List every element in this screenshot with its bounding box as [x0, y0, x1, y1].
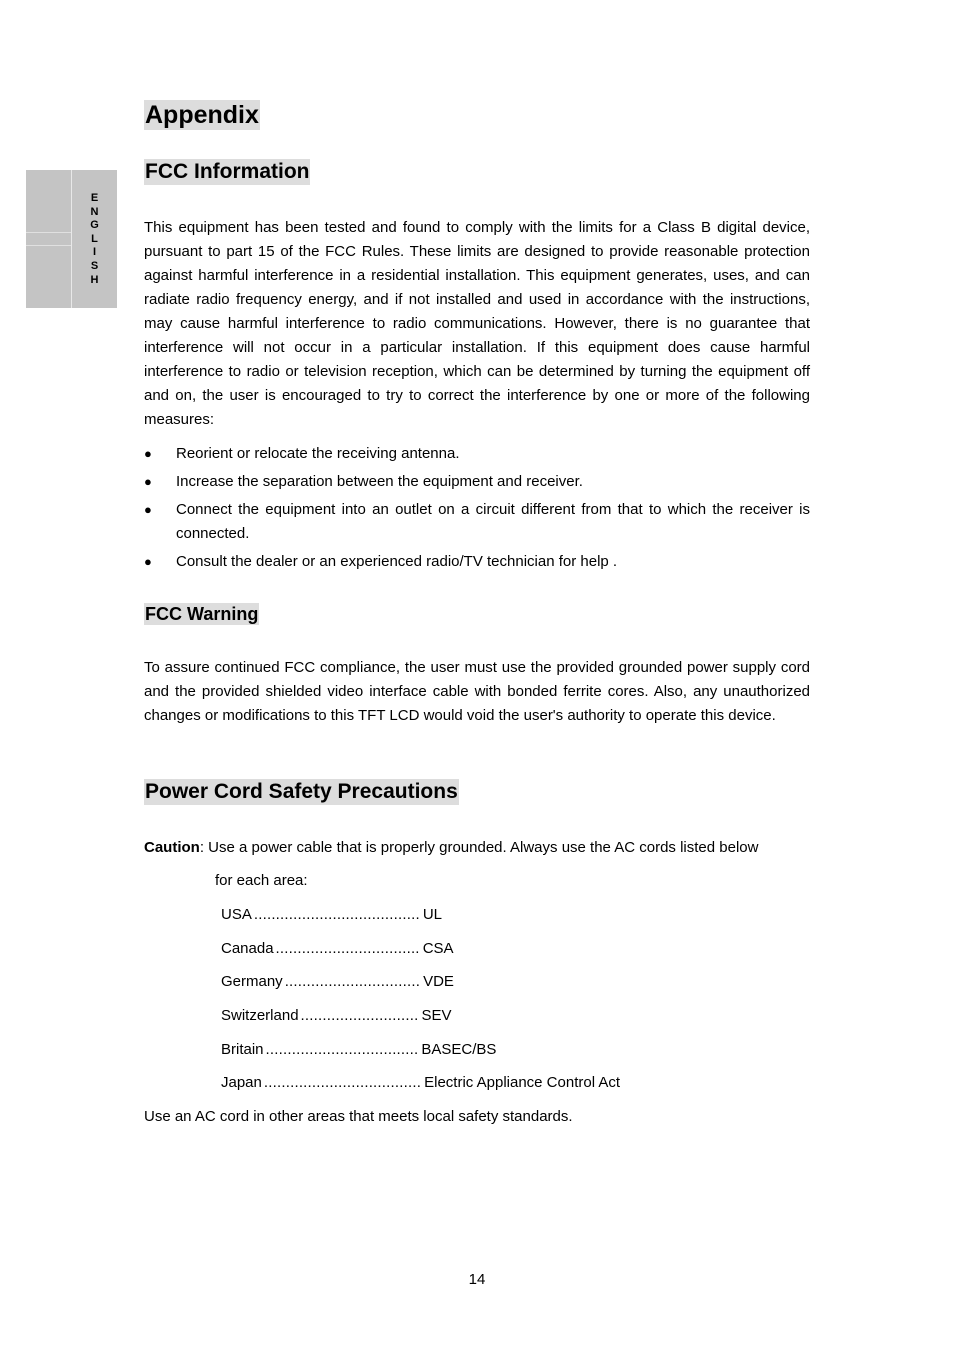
bullet-icon: ● — [144, 474, 152, 489]
country-cell: USA — [221, 906, 252, 923]
certification-cell: BASEC/BS — [421, 1040, 497, 1058]
certification-cell: SEV — [421, 1007, 452, 1025]
leader-dots: ............................... — [284, 973, 421, 991]
country-cell: Canada — [221, 939, 274, 957]
leader-dots: ................................... — [265, 1040, 419, 1058]
certification-cell: CSA — [422, 939, 454, 957]
caution-label: Caution — [144, 839, 200, 856]
bullet-icon: ● — [144, 554, 152, 569]
list-item — [144, 550, 810, 574]
page-number: 14 — [468, 1271, 486, 1288]
fcc-information-paragraph: This equipment has been tested and found to comply with the limits for a Class B digital device, pursuant to part 15 of the FCC Rules. These limits are designed to provide reasonable protection against harmful interference in a residential installation. This equipment generates, uses, and can radiate radio frequency energy, and if not installed and used in accordance with the instructions, may cause harmful interference to radio communications. However, there is no guarantee that interference will not occur in a particular installation. If this equipment does cause harmful interference to radio or television reception, which can be determined by turning the equipment off and on, the user is encouraged to try to correct the interference by one or more of the following measures: — [144, 219, 810, 428]
certification-cell: VDE — [423, 973, 454, 991]
language-letter: I — [92, 246, 97, 259]
leader-dots: .................................... — [263, 1074, 422, 1092]
table-row — [221, 903, 651, 937]
bullet-icon: ● — [144, 446, 152, 461]
language-letter: N — [90, 205, 99, 218]
certification-cell: Electric Appliance Control Act — [424, 1074, 621, 1092]
list-item-text: Connect the equipment into an outlet on a circuit different from that to which the receiver is connected. — [176, 501, 810, 542]
for-each-area-text: for each area: — [215, 872, 308, 889]
table-row — [221, 1004, 651, 1038]
language-letter: E — [90, 192, 99, 204]
list-item — [144, 442, 810, 466]
country-cell: Britain — [221, 1040, 264, 1058]
fcc-warning-heading: FCC Warning — [145, 604, 259, 624]
language-side-tab — [26, 170, 117, 308]
list-item-text: Increase the separation between the equipment and receiver. — [176, 473, 583, 490]
fcc-information-heading: FCC Information — [145, 160, 310, 183]
language-letter: H — [90, 273, 99, 286]
language-letter: L — [91, 232, 98, 245]
page-title: Appendix — [145, 101, 259, 129]
list-item-text: Consult the dealer or an experienced radio/TV technician for help . — [176, 553, 618, 570]
language-label — [72, 192, 117, 287]
table-row — [221, 937, 651, 971]
tab-divider-line — [26, 245, 71, 246]
language-letter: S — [90, 259, 99, 272]
table-row — [221, 970, 651, 1004]
list-item — [144, 470, 810, 494]
list-item-text: Reorient or relocate the receiving antenna. — [176, 445, 460, 462]
table-row — [221, 1071, 651, 1105]
certification-cell: UL — [422, 906, 442, 923]
fcc-warning-paragraph: To assure continued FCC compliance, the user must use the provided grounded power supply cord and the provided shielded video interface cable with bonded ferrite cores. Also, any unauthorized changes or modifications to this TFT LCD would void the user's authority to operate this device. — [144, 659, 810, 724]
leader-dots: ...................................... — [253, 906, 420, 923]
country-cell: Germany — [221, 973, 283, 991]
caution-text — [144, 836, 758, 860]
leader-dots: ........................... — [300, 1007, 419, 1025]
measures-list — [144, 442, 810, 578]
power-cord-heading: Power Cord Safety Precautions — [145, 780, 458, 803]
language-letter: G — [90, 219, 99, 232]
tab-divider-line — [26, 232, 71, 233]
list-item — [144, 498, 810, 546]
caution-body: : Use a power cable that is properly grounded. Always use the AC cords listed below — [199, 839, 759, 856]
leader-dots: ................................. — [275, 939, 420, 957]
bullet-icon: ● — [144, 502, 152, 517]
country-cell: Japan — [221, 1074, 262, 1092]
table-row — [221, 1038, 651, 1072]
power-cord-table — [221, 903, 651, 1105]
footer-note: Use an AC cord in other areas that meets local safety standards. — [144, 1108, 573, 1125]
country-cell: Switzerland — [221, 1007, 299, 1025]
